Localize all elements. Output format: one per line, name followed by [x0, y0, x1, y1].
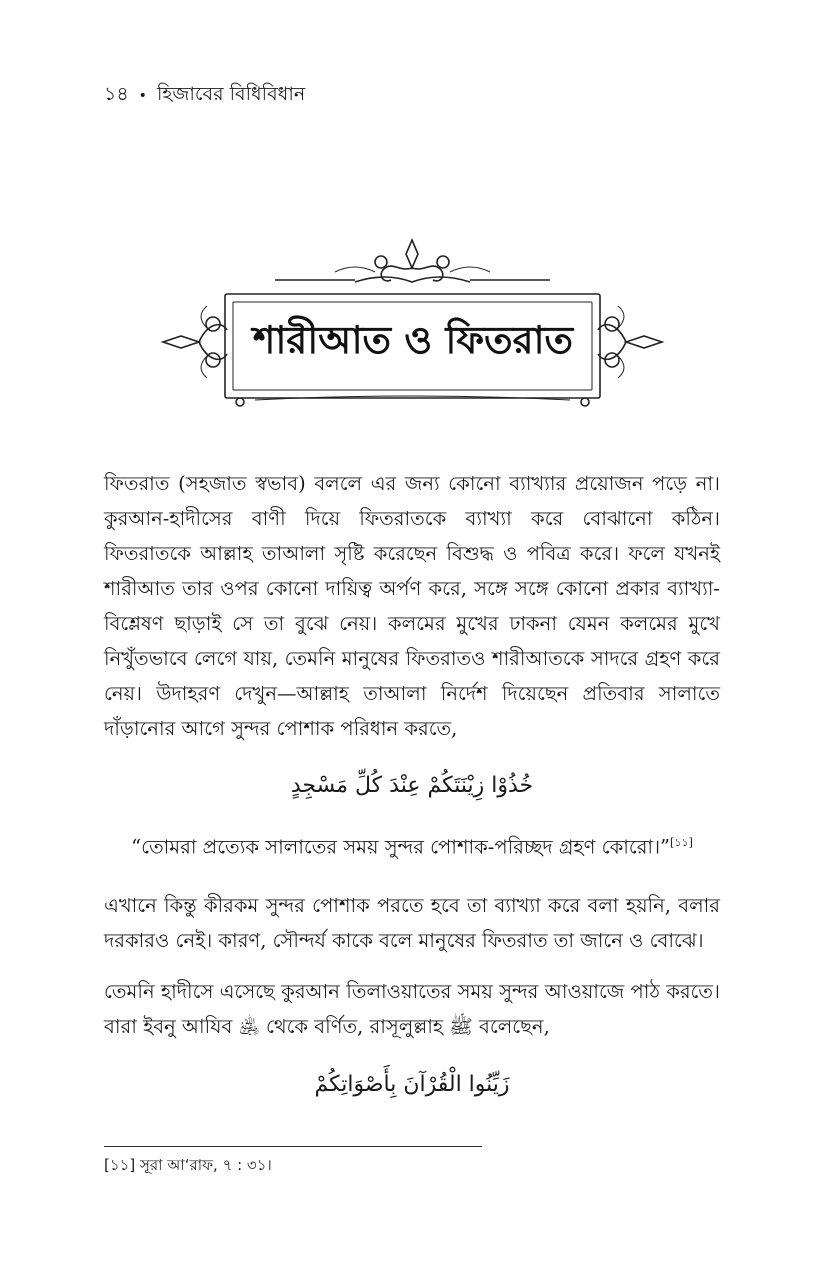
footnote-reference[interactable]: [১১]: [670, 836, 693, 849]
verse-translation: [104, 828, 720, 863]
footnote-marker: [১১]: [104, 1156, 136, 1174]
translation-text: “তোমরা প্রত্যেক সালাতের সময় সুন্দর পোশাক-পরিচ্ছদ গ্রহণ কোরো।”: [131, 835, 671, 859]
page-number: ১৪: [104, 83, 129, 105]
body-paragraph-3: তেমনি হাদীসে এসেছে কুরআন তিলাওয়াতের সময় সুন্দর আওয়াজে পাঠ করতে। বারা ইবনু আযিব ﵁ থেকে বর্ণিত, রাসূলুল্লাহ ﷺ বলেছেন,: [104, 980, 720, 1038]
hadith-arabic: زَيِّنُوا الْقُرْآنَ بِأَصْوَاتِكُمْ: [314, 1072, 510, 1097]
running-header: [104, 80, 305, 112]
footnote-divider: [104, 1146, 482, 1147]
footnote-text: সূরা আ‘রাফ, ৭ : ৩১।: [139, 1156, 272, 1174]
header-separator: •: [138, 88, 147, 104]
quran-verse-arabic: خُذُوْا زِيْنَتَكُمْ عِنْدَ كُلِّ مَسْجِدٍ: [290, 773, 534, 798]
footnote-item: [104, 1154, 272, 1179]
chapter-title: শারীআত ও ফিতরাত: [252, 318, 574, 362]
body-paragraph-1: ফিতরাত (সহজাত স্বভাব) বললে এর জন্য কোনো ব্যাখ্যার প্রয়োজন পড়ে না। কুরআন-হাদীসের বাণী দিয়ে ফিতরাতকে ব্যাখ্যা করে বোঝানো কঠিন। ফিতরাতকে আল্লাহ তাআলা সৃষ্টি করেছেন বিশুদ্ধ ও পবিত্র করে। ফলে যখনই শারীআত তার ওপর কোনো দায়িত্ব অর্পণ করে, সঙ্গে সঙ্গে কোনো প্রকার ব্যাখ্যা-বিশ্লেষণ ছাড়াই সে তা বুঝে নেয়। কলমের মুখের ঢাকনা যেমন কলমের মুখে নিখুঁতভাবে লেগে যায়, তেমনি মানুষের ফিতরাতও শারীআতকে সাদরে গ্রহণ করে নেয়। উদাহরণ দেখুন—আল্লাহ তাআলা নির্দেশ দিয়েছেন প্রতিবার সালাতে দাঁড়ানোর আগে সুন্দর পোশাক পরিধান করতে,: [104, 472, 720, 740]
body-paragraph-2: এখানে কিন্তু কীরকম সুন্দর পোশাক পরতে হবে তা ব্যাখ্যা করে বলা হয়নি, বলার দরকারও নেই। কারণ, সৌন্দর্য কাকে বলে মানুষের ফিতরাত তা জানে ও বোঝে।: [104, 894, 720, 952]
book-title: হিজাবের বিধিবিধান: [156, 83, 306, 105]
